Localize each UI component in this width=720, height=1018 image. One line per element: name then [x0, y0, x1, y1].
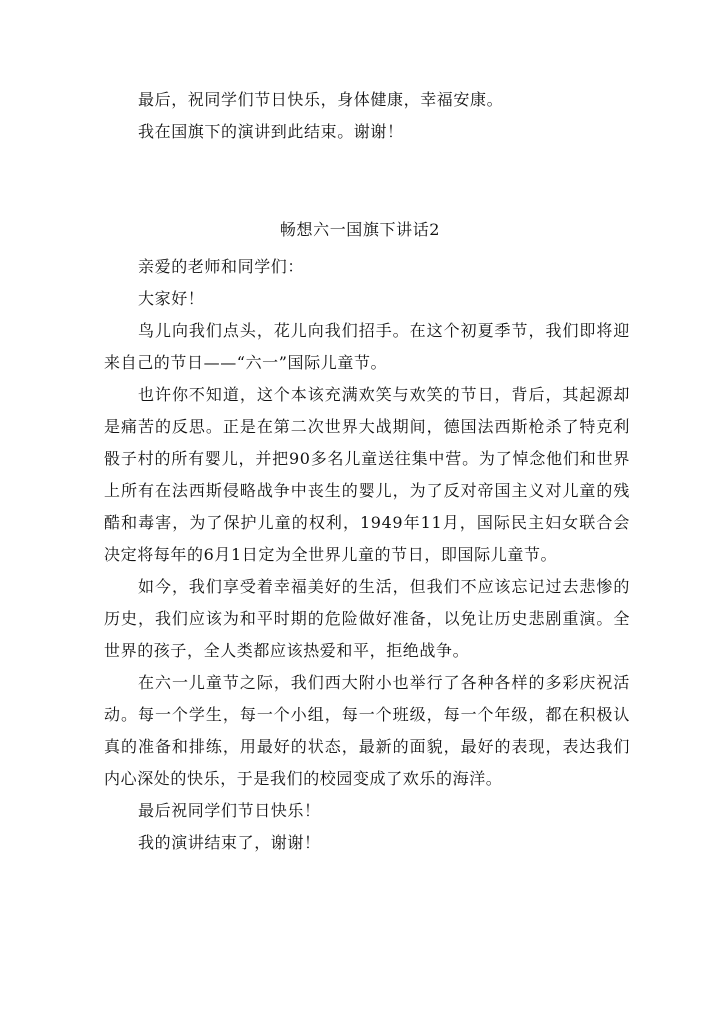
- greeting: 大家好！: [138, 289, 205, 308]
- previous-closing-wish: 最后，祝同学们节日快乐，身体健康，幸福安康。: [138, 90, 504, 109]
- speech-body: [104, 251, 630, 859]
- previous-closing-thanks: 我在国旗下的演讲到此结束。谢谢！: [138, 122, 404, 141]
- paragraph-1: 鸟儿向我们点头，花儿向我们招手。在这个初夏季节，我们即将迎来自己的节日——“六一”国际儿童节。: [104, 321, 630, 372]
- paragraph-3: 如今，我们享受着幸福美好的生活，但我们不应该忘记过去悲惨的历史，我们应该为和平时期的危险做好准备，以免让历史悲剧重演。全世界的孩子，全人类都应该热爱和平，拒绝战争。: [104, 577, 630, 660]
- salutation: 亲爱的老师和同学们：: [138, 257, 305, 276]
- paragraph-4: 在六一儿童节之际，我们西大附小也举行了各种各样的多彩庆祝活动。每一个学生，每一个小组，每一个班级，每一个年级，都在积极认真的准备和排练，用最好的状态，最新的面貌，最好的表现，表达我们内心深处的快乐，于是我们的校园变成了欢乐的海洋。: [104, 673, 630, 788]
- previous-speech-ending: [104, 84, 630, 148]
- closing-wish: 最后祝同学们节日快乐！: [138, 801, 321, 820]
- speech-title: 畅想六一国旗下讲话2: [279, 220, 441, 239]
- paragraph-2: 也许你不知道，这个本该充满欢笑与欢笑的节日，背后，其起源却是痛苦的反思。正是在第二次世界大战期间，德国法西斯枪杀了特克利骰子村的所有婴儿，并把90多名儿童送往集中营。为了悼念他们和世界上所有在法西斯侵略战争中丧生的婴儿，为了反对帝国主义对儿童的残酷和毒害，为了保护儿童的权利，1949年11月，国际民主妇女联合会决定将每年的6月1日定为全世界儿童的节日，即国际儿童节。: [104, 385, 630, 564]
- closing-thanks: 我的演讲结束了，谢谢！: [138, 833, 321, 852]
